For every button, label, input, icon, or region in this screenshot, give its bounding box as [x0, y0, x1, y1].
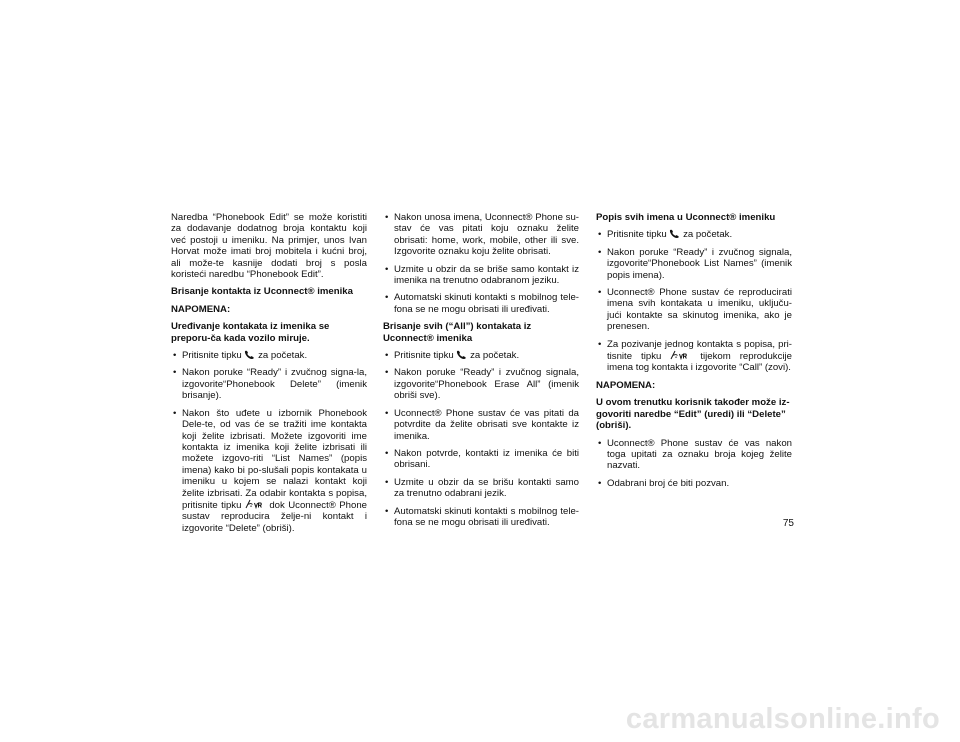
column-middle: [383, 212, 579, 534]
list-item: • Za pozivanje jednog kontakta s popisa, pri-tisnite tipku tijekom reprodukcije imena tog kontakta i izgovorite “Call” (zovi).: [596, 339, 792, 374]
list-item: • Uzmite u obzir da se brišu kontakti samo za trenutno odabrani jezik.: [383, 477, 579, 500]
phone-handset-icon: [244, 350, 255, 359]
watermark: carmanualsonline.info: [625, 703, 940, 735]
voice-recognition-icon: [245, 499, 266, 509]
list-item: • Uconnect® Phone sustav će vas nakon toga upitati za oznaku broja kojeg želite nazvati.: [596, 438, 792, 472]
note-label: NAPOMENA:: [596, 379, 656, 391]
list-item: • Uconnect® Phone sustav će vas pitati da potvrdite da želite obrisati sve kontakte iz imenika.: [383, 408, 579, 442]
list-item: • Uconnect® Phone sustav će reproducirati imena svih kontakata u imeniku, uključu-jući kontakte sa skinutog imenika, ako je prenesen.: [596, 287, 792, 333]
list-item: • Automatski skinuti kontakti s mobilnog tele-fona se ne mogu obrisati ili uređivati.: [383, 506, 579, 529]
list-item: • Nakon poruke “Ready” i zvučnog signa-la, izgovorite“Phonebook Delete” (imenik brisanje).: [171, 367, 367, 401]
list-item: • Uzmite u obzir da se briše samo kontakt iz imenika na trenutno odabranom jeziku.: [383, 264, 579, 287]
note-text: U ovom trenutku korisnik također može iz-govoriti naredbe “Edit” (uredi) ili “Delete” (obriši).: [596, 397, 790, 432]
voice-recognition-icon: [670, 350, 691, 360]
phone-handset-icon: [456, 350, 467, 359]
column-right: [596, 212, 792, 495]
list-item: • Automatski skinuti kontakti s mobilnog tele-fona se ne mogu obrisati ili uređivati.: [383, 292, 579, 315]
list-item: • Odabrani broj će biti pozvan.: [596, 478, 792, 489]
instruction-list: [383, 350, 579, 528]
list-item: • Pritisnite tipku za početak.: [171, 350, 367, 361]
list-item: • Nakon što uđete u izbornik Phonebook Dele-te, od vas će se tražiti ime kontakta koji želite izbrisati. Možete izgovoriti ime kontakta iz imenika koji želite izbrisati ili možete izgovo-riti “List Names” (popis imena) kako bi po-slušali popis kontakata u imeniku u kojem se nalazi kontakt koji želite izbrisati. Za odabir kontakta s popisa, pritisnite tipku dok Uconnect® Phone sustav reproducira želje-ni kontakt i izgovorite “Delete” (obriši).: [171, 408, 367, 534]
section-heading-delete-contact: Brisanje kontakta iz Uconnect® imenika: [171, 286, 353, 298]
list-item: • Pritisnite tipku za početak.: [596, 229, 792, 240]
instruction-list: [596, 229, 792, 373]
section-heading-list-names: Popis svih imena u Uconnect® imeniku: [596, 212, 776, 223]
note-text: Uređivanje kontakata iz imenika se preporu-ča kada vozilo miruje.: [171, 321, 330, 344]
page-number: 75: [782, 518, 794, 529]
instruction-list: [383, 212, 579, 315]
phone-handset-icon: [669, 229, 680, 238]
list-item: • Nakon unosa imena, Uconnect® Phone su-stav će vas pitati koju oznaku želite obrisati: home, work, mobile, other ili sve. Izgovorite oznaku koju želite obrisati.: [383, 212, 579, 258]
column-left: [171, 212, 367, 540]
section-heading-erase-all: Brisanje svih (“All”) kontakata iz Uconnect® imenika: [383, 321, 532, 344]
list-item: • Pritisnite tipku za početak.: [383, 350, 579, 361]
list-item: • Nakon potvrde, kontakti iz imenika će biti obrisani.: [383, 448, 579, 471]
list-item: • Nakon poruke “Ready” i zvučnog signala, izgovorite“Phonebook Erase All” (imenik obriši sve).: [383, 367, 579, 401]
instruction-list: [596, 438, 792, 490]
note-label: NAPOMENA:: [171, 303, 231, 315]
instruction-list: [171, 350, 367, 534]
list-item: • Nakon poruke “Ready” i zvučnog signala, izgovorite“Phonebook List Names” (imenik popis imena).: [596, 247, 792, 281]
intro-paragraph: Naredba “Phonebook Edit” se može koristiti za dodavanje dodatnog broja kontaktu koji već postoji u imeniku. Na primjer, unos Ivan Horvat može imati broj mobitela i kućni broj, ali može-te kasnije dodati broj s posla koristeći naredbu “Phonebook Edit”.: [171, 212, 367, 281]
